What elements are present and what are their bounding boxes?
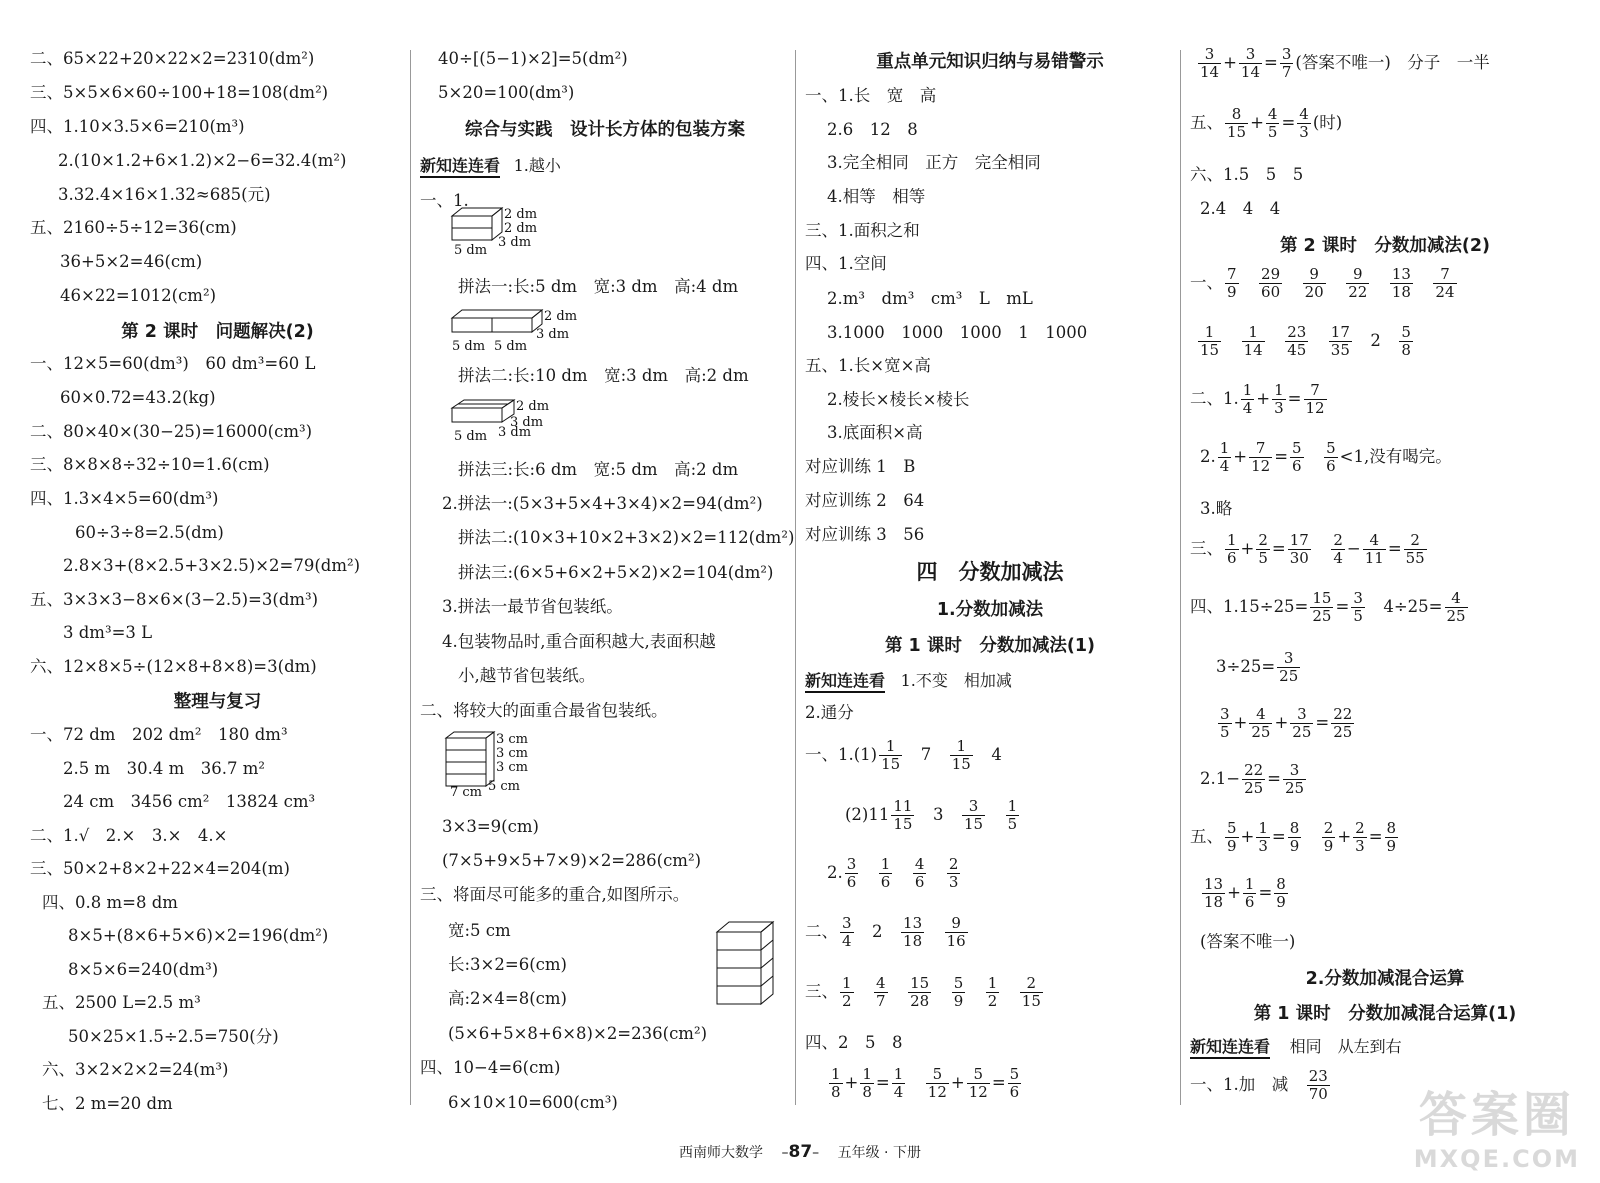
answer-line: (7×5+9×5+7×9)×2=286(cm²) xyxy=(442,851,702,870)
answer-line: 一、1.长 宽 高 xyxy=(805,86,937,105)
section-heading: 重点单元知识归纳与易错警示 xyxy=(876,52,1104,72)
svg-text:7 cm: 7 cm xyxy=(450,785,483,800)
answer-line: 一、12×5=60(dm³) 60 dm³=60 L xyxy=(30,354,316,373)
fraction-row: $\frac{13}{18}$ + $\frac{1}{6}$ = $\frac{8}{9}$ xyxy=(1204,875,1286,911)
fraction: $\frac{1}{8}$ xyxy=(831,1065,841,1101)
answer-line: 5×20=100(dm³) xyxy=(438,83,575,102)
column-1 xyxy=(30,38,405,1125)
fraction: $\frac{5}{6}$ xyxy=(1009,1065,1020,1101)
fraction: $\frac{7}{24}$ xyxy=(1435,265,1455,301)
answer-line: 2.6 12 8 xyxy=(827,120,918,139)
svg-text:2 dm: 2 dm xyxy=(516,399,550,414)
column-3 xyxy=(805,38,1175,1125)
page-footer: 西南师大数学 –87– 五年级 · 下册 xyxy=(679,1142,921,1162)
fraction: $\frac{7}{9}$ xyxy=(1227,265,1237,301)
column-divider xyxy=(795,50,796,1105)
new-knowledge-tag: 新知连连看 1.越小 xyxy=(420,153,561,176)
svg-text:3 cm: 3 cm xyxy=(496,746,529,761)
answer-line: 拼法一:长:5 dm 宽:3 dm 高:4 dm xyxy=(458,277,739,296)
fraction: $\frac{2}{4}$ xyxy=(1333,531,1343,567)
answer-line: 拼法二:长:10 dm 宽:3 dm 高:2 dm xyxy=(458,366,749,385)
fraction: $\frac{1}{6}$ xyxy=(1244,875,1255,911)
fraction: $\frac{1}{4}$ xyxy=(1242,381,1253,417)
answer-line: 四、2 5 8 xyxy=(805,1033,903,1052)
fraction: $\frac{2}{55}$ xyxy=(1405,531,1425,567)
answer-line: 高:2×4=8(cm) xyxy=(448,989,567,1008)
fraction: $\frac{13}{18}$ xyxy=(1391,265,1411,301)
stacked-box-diagram-4 xyxy=(442,730,562,800)
fraction: $\frac{4}{3}$ xyxy=(1299,105,1309,141)
fraction-row: 二、 $\frac{3}{4}$ 2 $\frac{13}{18}$ $\frac{9}{16}$ xyxy=(805,914,966,950)
section-heading: 1.分数加减法 xyxy=(936,600,1044,620)
answer-line: 2.5 m 30.4 m 36.7 m² xyxy=(63,759,266,778)
fraction: $\frac{5}{9}$ xyxy=(953,974,964,1010)
section-heading: 整理与复习 xyxy=(173,692,262,712)
fraction: $\frac{5}{12}$ xyxy=(927,1065,947,1101)
fraction: $\frac{3}{15}$ xyxy=(963,797,984,833)
new-knowledge-tag: 新知连连看 1.不变 相加减 xyxy=(805,668,1012,691)
answer-line: 4.包装物品时,重合面积越大,表面积越 xyxy=(442,632,716,651)
fraction: $\frac{4}{11}$ xyxy=(1364,531,1384,567)
answer-line: 一、72 dm 202 dm² 180 dm³ xyxy=(30,725,288,744)
svg-text:3 cm: 3 cm xyxy=(496,760,529,775)
answer-line: 2.棱长×棱长×棱长 xyxy=(827,390,970,409)
answer-line: 拼法三:(6×5+6×2+5×2)×2=104(dm²) xyxy=(458,563,774,582)
fraction: $\frac{22}{25}$ xyxy=(1333,705,1353,741)
answer-line: 六、1.5 5 5 xyxy=(1190,165,1304,184)
answer-line: 3×3=9(cm) xyxy=(442,817,539,836)
answer-line: 五、2160÷5÷12=36(cm) xyxy=(30,218,237,237)
answer-line: 三、50×2+8×2+22×4=204(m) xyxy=(30,859,290,878)
answer-line: 四、1.10×3.5×6=210(m³) xyxy=(30,117,245,136)
fraction: $\frac{2}{15}$ xyxy=(1021,974,1041,1010)
answer-line: 四、1.空间 xyxy=(805,254,887,273)
fraction: $\frac{8}{9}$ xyxy=(1276,875,1286,911)
answer-line: 二、1.√ 2.× 3.× 4.× xyxy=(30,826,228,845)
fraction: $\frac{1}{15}$ xyxy=(881,737,901,773)
fraction: $\frac{1}{8}$ xyxy=(862,1065,872,1101)
answer-line: 8×5×6=240(dm³) xyxy=(68,960,219,979)
answer-line: 二、80×40×(30−25)=16000(cm³) xyxy=(30,422,313,441)
fraction: $\frac{3}{14}$ xyxy=(1240,45,1261,81)
answer-line: 3.底面积×高 xyxy=(827,423,923,442)
svg-text:3 dm: 3 dm xyxy=(510,415,544,430)
fraction: $\frac{5}{9}$ xyxy=(1227,819,1237,855)
fraction-row: 2. $\frac{1}{4}$ + $\frac{7}{12}$ = $\frac{5}{6}$ $\frac{5}{6}$ <1,没有喝完。 xyxy=(1200,439,1452,475)
fraction: $\frac{23}{70}$ xyxy=(1308,1067,1328,1103)
fraction: $\frac{1}{15}$ xyxy=(951,737,971,773)
answer-line: 3.拼法一最节省包装纸。 xyxy=(442,597,623,616)
fraction: $\frac{5}{6}$ xyxy=(1326,439,1336,475)
fraction: $\frac{5}{6}$ xyxy=(1292,439,1302,475)
answer-line: 五、3×3×3−8×6×(3−2.5)=3(dm³) xyxy=(30,590,319,609)
answer-line: 六、12×8×5÷(12×8+8×8)=3(dm) xyxy=(30,657,317,676)
answer-line: (答案不唯一) xyxy=(1200,932,1296,951)
new-knowledge-tag: 新知连连看 相同 从左到右 xyxy=(1190,1034,1402,1057)
answer-line: 小,越节省包装纸。 xyxy=(458,666,596,685)
fraction: $\frac{8}{9}$ xyxy=(1386,819,1397,855)
section-heading: 2.分数加减混合运算 xyxy=(1305,969,1465,989)
answer-line: 拼法三:长:6 dm 宽:5 dm 高:2 dm xyxy=(458,460,739,479)
svg-text:5 dm: 5 dm xyxy=(454,243,488,258)
answer-line: 2.8×3+(8×2.5+3×2.5)×2=79(dm²) xyxy=(63,556,361,575)
fraction: $\frac{13}{18}$ xyxy=(1204,875,1224,911)
svg-text:2 dm: 2 dm xyxy=(504,221,538,236)
answer-line: (5×6+5×8+6×8)×2=236(cm²) xyxy=(448,1024,708,1043)
fraction: $\frac{13}{18}$ xyxy=(903,914,923,950)
fraction: $\frac{1}{3}$ xyxy=(1258,819,1268,855)
fraction: $\frac{1}{4}$ xyxy=(1219,439,1230,475)
fraction: $\frac{3}{25}$ xyxy=(1292,705,1312,741)
svg-text:3 dm: 3 dm xyxy=(536,327,570,342)
column-divider xyxy=(1180,50,1181,1105)
fraction: $\frac{1}{6}$ xyxy=(880,855,891,891)
fraction: $\frac{15}{25}$ xyxy=(1312,589,1332,625)
fraction: $\frac{2}{3}$ xyxy=(948,855,959,891)
answer-line: 3.完全相同 正方 完全相同 xyxy=(827,153,1041,172)
stacked-box-diagram-2 xyxy=(450,306,600,356)
fraction: $\frac{4}{25}$ xyxy=(1251,705,1271,741)
section-heading: 第 2 课时 分数加减法(2) xyxy=(1279,236,1491,256)
fraction-row: $\frac{3}{5}$ + $\frac{4}{25}$ + $\frac{3}{25}$ = $\frac{22}{25}$ xyxy=(1220,705,1353,741)
book-title: 西南师大数学 xyxy=(679,1145,764,1161)
answer-line: 2.(10×1.2+6×1.2)×2−6=32.4(m²) xyxy=(58,151,347,170)
fraction: $\frac{3}{4}$ xyxy=(842,914,852,950)
fraction-row: (2)11 $\frac{11}{15}$ 3 $\frac{3}{15}$ $\frac{1}{5}$ xyxy=(845,797,1018,833)
column-2 xyxy=(420,38,795,1125)
section-heading: 综合与实践 设计长方体的包装方案 xyxy=(465,120,745,140)
answer-line: 8×5+(8×6+5×6)×2=196(dm²) xyxy=(68,926,329,945)
fraction: $\frac{9}{20}$ xyxy=(1304,265,1324,301)
fraction: $\frac{1}{15}$ xyxy=(1200,323,1220,359)
fraction-row: 3÷25= $\frac{3}{25}$ xyxy=(1216,649,1299,685)
fraction-row: 二、1. $\frac{1}{4}$ + $\frac{1}{3}$ = $\frac{7}{12}$ xyxy=(1190,381,1325,417)
svg-text:2 dm: 2 dm xyxy=(544,309,578,324)
fraction: $\frac{3}{25}$ xyxy=(1285,761,1305,797)
fraction: $\frac{1}{4}$ xyxy=(893,1065,904,1101)
fraction-row: 四、1.15÷25= $\frac{15}{25}$ = $\frac{3}{5}$ 4÷25= $\frac{4}{25}$ xyxy=(1190,589,1466,625)
fraction: $\frac{9}{16}$ xyxy=(946,914,966,950)
answer-line: 3.略 xyxy=(1200,499,1233,518)
answer-line: 六、3×2×2×2=24(m³) xyxy=(42,1060,229,1079)
fraction-row: 三、 $\frac{1}{2}$ $\frac{4}{7}$ $\frac{15}{28}$ $\frac{5}{9}$ $\frac{1}{2}$ $\frac{2}{15}$ xyxy=(805,974,1041,1010)
fraction-row: 一、1.加 减 $\frac{23}{70}$ xyxy=(1190,1067,1328,1103)
answer-line: 三、1.面积之和 xyxy=(805,221,920,240)
stacked-box-diagram-1 xyxy=(450,206,580,266)
fraction: $\frac{1}{2}$ xyxy=(987,974,998,1010)
svg-text:5 cm: 5 cm xyxy=(488,779,521,794)
fraction-row: 一、1.(1) $\frac{1}{15}$ 7 $\frac{1}{15}$ 4 xyxy=(805,737,1002,773)
fraction: $\frac{1}{14}$ xyxy=(1243,323,1263,359)
answer-line: 2.通分 xyxy=(805,703,854,722)
fraction: $\frac{3}{7}$ xyxy=(1281,45,1292,81)
fraction-row: 五、 $\frac{8}{15}$ + $\frac{4}{5}$ = $\frac{4}{3}$ (时) xyxy=(1190,105,1343,141)
svg-text:5 dm: 5 dm xyxy=(454,429,488,444)
fraction: $\frac{4}{5}$ xyxy=(1267,105,1278,141)
answer-line: 宽:5 cm xyxy=(448,921,511,940)
page-number: 87 xyxy=(788,1142,813,1162)
answer-line: 拼法二:(10×3+10×2+3×2)×2=112(dm²) xyxy=(458,528,795,547)
fraction: $\frac{1}{2}$ xyxy=(842,974,852,1010)
fraction: $\frac{29}{60}$ xyxy=(1261,265,1281,301)
fraction: $\frac{1}{6}$ xyxy=(1227,531,1237,567)
answer-line: 五、1.长×宽×高 xyxy=(805,356,931,375)
fraction: $\frac{3}{14}$ xyxy=(1200,45,1220,81)
answer-line: 46×22=1012(cm²) xyxy=(60,286,217,305)
fraction-row: 2.1− $\frac{22}{25}$ = $\frac{3}{25}$ xyxy=(1200,761,1305,797)
answer-line: 60×0.72=43.2(kg) xyxy=(60,388,216,407)
fraction: $\frac{3}{6}$ xyxy=(846,855,857,891)
stacked-box-diagram-3 xyxy=(450,396,580,446)
answer-line: 七、2 m=20 dm xyxy=(42,1094,173,1113)
fraction: $\frac{5}{8}$ xyxy=(1401,323,1411,359)
fraction: $\frac{4}{6}$ xyxy=(914,855,925,891)
svg-text:5 dm: 5 dm xyxy=(452,339,486,354)
answer-line: 2.拼法一:(5×3+5×4+3×4)×2=94(dm²) xyxy=(442,494,763,513)
section-heading: 第 2 课时 问题解决(2) xyxy=(121,322,314,342)
fraction: $\frac{1}{5}$ xyxy=(1007,797,1018,833)
fraction: $\frac{4}{7}$ xyxy=(876,974,886,1010)
answer-line: 3.32.4×16×1.32≈685(元) xyxy=(58,185,271,204)
fraction: $\frac{17}{35}$ xyxy=(1330,323,1350,359)
section-heading: 第 1 课时 分数加减法(1) xyxy=(884,636,1096,656)
fraction: $\frac{7}{12}$ xyxy=(1251,439,1271,475)
fraction: $\frac{23}{45}$ xyxy=(1287,323,1307,359)
fraction: $\frac{2}{5}$ xyxy=(1258,531,1268,567)
answer-line: 3.1000 1000 1000 1 1000 xyxy=(827,323,1088,342)
answer-line: 6×10×10=600(cm³) xyxy=(448,1093,618,1112)
fraction: $\frac{5}{12}$ xyxy=(968,1065,988,1101)
answer-line: 三、将面尽可能多的重合,如图所示。 xyxy=(420,885,690,904)
fraction-row: 三、 $\frac{1}{6}$ + $\frac{2}{5}$ = $\frac{17}{30}$ $\frac{2}{4}$ − $\frac{4}{11}$ = $\frac{2}{55}$ xyxy=(1190,531,1425,567)
fraction: $\frac{8}{9}$ xyxy=(1289,819,1300,855)
answer-line: 二、将较大的面重合最省包装纸。 xyxy=(420,701,668,720)
fraction: $\frac{9}{22}$ xyxy=(1348,265,1368,301)
answer-line: 对应训练 3 56 xyxy=(805,525,925,544)
answer-line: 2.4 4 4 xyxy=(1200,199,1281,218)
fraction-row: $\frac{3}{14}$ + $\frac{3}{14}$ = $\frac{3}{7}$ (答案不唯一) 分子 一半 xyxy=(1200,45,1490,81)
site-watermark: 答案圈 MXQE.COM xyxy=(1413,1087,1580,1173)
column-divider xyxy=(410,50,411,1105)
answer-line: 三、5×5×6×60÷100+18=108(dm²) xyxy=(30,83,329,102)
answer-line: 对应训练 2 64 xyxy=(805,491,925,510)
fraction: $\frac{4}{25}$ xyxy=(1446,589,1466,625)
fraction: $\frac{3}{25}$ xyxy=(1279,649,1299,685)
fraction: $\frac{2}{3}$ xyxy=(1355,819,1365,855)
svg-text:2 dm: 2 dm xyxy=(504,207,538,222)
answer-line: 四、0.8 m=8 dm xyxy=(42,893,178,912)
answer-line: 四、1.3×4×5=60(dm³) xyxy=(30,489,219,508)
fraction: $\frac{3}{5}$ xyxy=(1220,705,1230,741)
fraction: $\frac{1}{3}$ xyxy=(1274,381,1284,417)
answer-line: 4.相等 相等 xyxy=(827,187,926,206)
column-4 xyxy=(1190,38,1580,1125)
fraction: $\frac{3}{5}$ xyxy=(1353,589,1363,625)
answer-line: 长:3×2=6(cm) xyxy=(448,955,567,974)
answer-line: 五、2500 L=2.5 m³ xyxy=(42,993,201,1012)
fraction: $\frac{2}{9}$ xyxy=(1323,819,1334,855)
answer-line: 3 dm³=3 L xyxy=(63,623,153,642)
fraction: $\frac{8}{15}$ xyxy=(1227,105,1247,141)
fraction-row: 一、 $\frac{7}{9}$ $\frac{29}{60}$ $\frac{9}{20}$ $\frac{9}{22}$ $\frac{13}{18}$ $\frac{7}{24}$ xyxy=(1190,265,1455,301)
answer-line: 四、10−4=6(cm) xyxy=(420,1058,561,1077)
answer-line: 三、8×8×8÷32÷10=1.6(cm) xyxy=(30,455,270,474)
svg-text:5 dm: 5 dm xyxy=(494,339,528,354)
answer-line: 一、1. xyxy=(420,191,469,210)
answer-line: 40÷[(5−1)×2]=5(dm²) xyxy=(438,49,628,68)
chapter-heading: 四 分数加减法 xyxy=(916,560,1064,584)
grade-label: 五年级 · 下册 xyxy=(837,1145,921,1161)
svg-text:3 dm: 3 dm xyxy=(498,425,532,440)
answer-line: 对应训练 1 B xyxy=(805,457,916,476)
section-heading: 第 1 课时 分数加减混合运算(1) xyxy=(1253,1004,1517,1024)
answer-line: 2.m³ dm³ cm³ L mL xyxy=(827,289,1033,308)
fraction-row: 五、 $\frac{5}{9}$ + $\frac{1}{3}$ = $\frac{8}{9}$ $\frac{2}{9}$ + $\frac{2}{3}$ = $\frac{8}{9}$ xyxy=(1190,819,1397,855)
fraction: $\frac{22}{25}$ xyxy=(1244,761,1264,797)
fraction: $\frac{15}{28}$ xyxy=(910,974,930,1010)
answer-line: 36+5×2=46(cm) xyxy=(60,252,203,271)
fraction-row: $\frac{1}{15}$ $\frac{1}{14}$ $\frac{23}{45}$ $\frac{17}{35}$ 2 $\frac{5}{8}$ xyxy=(1200,323,1411,359)
stacked-cuboid-figure xyxy=(715,918,780,1013)
answer-line: 60÷3÷8=2.5(dm) xyxy=(75,523,224,542)
answer-line: 24 cm 3456 cm² 13824 cm³ xyxy=(63,792,316,811)
answer-line: 50×25×1.5÷2.5=750(分) xyxy=(68,1027,279,1046)
svg-text:3 dm: 3 dm xyxy=(498,235,532,250)
fraction-row: $\frac{1}{8}$ + $\frac{1}{8}$ = $\frac{1}{4}$ $\frac{5}{12}$ + $\frac{5}{12}$ = $\frac{5}{6}$ xyxy=(831,1065,1020,1101)
fraction: $\frac{17}{30}$ xyxy=(1289,531,1309,567)
fraction-row: 2. $\frac{3}{6}$ $\frac{1}{6}$ $\frac{4}{6}$ $\frac{2}{3}$ xyxy=(827,855,959,891)
svg-text:3 cm: 3 cm xyxy=(496,732,529,747)
fraction: $\frac{11}{15}$ xyxy=(893,797,913,833)
fraction: $\frac{7}{12}$ xyxy=(1305,381,1325,417)
answer-line: 二、65×22+20×22×2=2310(dm²) xyxy=(30,49,315,68)
